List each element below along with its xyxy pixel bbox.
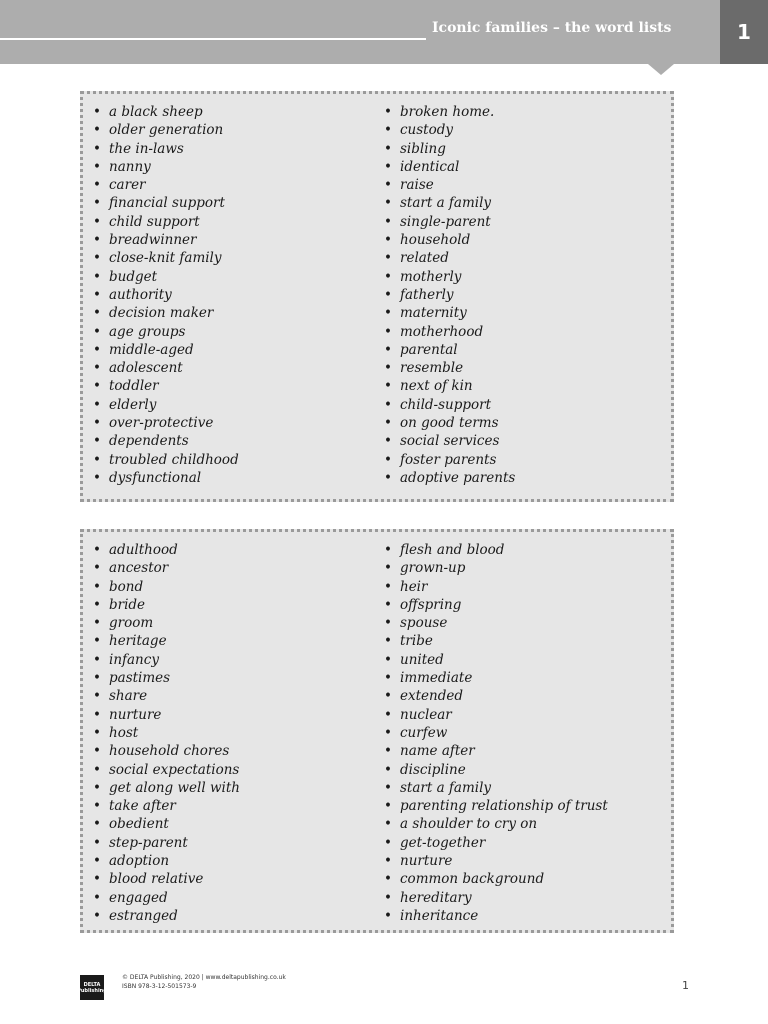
word-text: identical [400, 158, 460, 175]
word-text: resemble [400, 360, 464, 377]
logo-text-line2: Publishing [77, 987, 107, 994]
word-list-left-column [93, 103, 239, 487]
bullet-icon: • [93, 323, 101, 340]
word-list-item [93, 268, 239, 286]
word-list-item [93, 213, 239, 231]
word-text: adoption [109, 853, 170, 870]
word-list-item [93, 249, 239, 267]
word-list-item [384, 194, 515, 212]
bullet-icon: • [384, 542, 392, 558]
word-text: related [400, 250, 449, 267]
word-text: a shoulder to cry on [400, 816, 538, 833]
bullet-icon: • [384, 158, 392, 175]
footer-credits [122, 973, 286, 991]
bullet-icon: • [384, 195, 392, 212]
word-text: household [400, 232, 471, 249]
bullet-icon: • [93, 834, 101, 851]
word-list-item [384, 761, 608, 779]
word-list-item [384, 578, 608, 596]
word-list-item [93, 742, 240, 760]
header-rule [0, 38, 426, 40]
word-text: infancy [109, 651, 159, 668]
word-list-item [384, 304, 515, 322]
bullet-icon: • [93, 305, 101, 322]
word-text: heritage [109, 633, 167, 650]
word-list-item [93, 559, 240, 577]
bullet-icon: • [384, 688, 392, 705]
bullet-icon: • [384, 268, 392, 285]
word-list-item [384, 797, 608, 815]
bullet-icon: • [384, 140, 392, 157]
word-text: obedient [109, 816, 169, 833]
word-text: parental [400, 341, 458, 358]
word-text: inheritance [400, 907, 479, 924]
word-text: immediate [400, 670, 473, 687]
word-list-item [384, 724, 608, 742]
bullet-icon: • [384, 779, 392, 796]
bullet-icon: • [384, 724, 392, 741]
word-text: financial support [109, 195, 225, 212]
word-text: take after [109, 798, 176, 815]
word-list-right-column [384, 541, 608, 925]
word-text: older generation [109, 122, 224, 139]
word-list-item [93, 706, 240, 724]
page-number: 1 [682, 979, 689, 992]
bullet-icon: • [384, 250, 392, 267]
bullet-icon: • [93, 651, 101, 668]
bullet-icon: • [93, 889, 101, 906]
word-list-item [93, 651, 240, 669]
word-list-item [93, 304, 239, 322]
word-list-item [93, 578, 240, 596]
word-text: hereditary [400, 889, 472, 906]
bullet-icon: • [93, 158, 101, 175]
word-text: curfew [400, 724, 448, 741]
bullet-icon: • [93, 360, 101, 377]
word-text: fatherly [400, 286, 454, 303]
word-text: maternity [400, 305, 467, 322]
bullet-icon: • [93, 871, 101, 888]
word-text: ancestor [109, 560, 169, 577]
bullet-icon: • [384, 889, 392, 906]
bullet-icon: • [93, 596, 101, 613]
bullet-icon: • [93, 798, 101, 815]
word-list-item [384, 852, 608, 870]
word-list-item [93, 761, 240, 779]
bullet-icon: • [384, 323, 392, 340]
word-text: sibling [400, 140, 446, 157]
bullet-icon: • [93, 670, 101, 687]
word-text: start a family [400, 195, 492, 212]
bullet-icon: • [384, 177, 392, 194]
bullet-icon: • [384, 451, 392, 468]
word-text: authority [109, 286, 172, 303]
word-list-item [93, 194, 239, 212]
word-list-item [384, 323, 515, 341]
word-text: child support [109, 213, 200, 230]
word-text: nurture [109, 706, 162, 723]
bullet-icon: • [384, 232, 392, 249]
word-list-item [384, 341, 515, 359]
word-list-item [93, 870, 240, 888]
bullet-icon: • [384, 670, 392, 687]
word-list-item [93, 158, 239, 176]
word-text: toddler [109, 378, 159, 395]
word-list-panel-1 [80, 91, 674, 502]
word-list-item [93, 815, 240, 833]
bullet-icon: • [384, 633, 392, 650]
bullet-icon: • [384, 651, 392, 668]
word-list-item [93, 176, 239, 194]
word-list-item [384, 614, 608, 632]
word-text: broken home. [400, 104, 495, 120]
bullet-icon: • [384, 596, 392, 613]
word-text: foster parents [400, 451, 497, 468]
bullet-icon: • [93, 104, 101, 120]
word-list-item [384, 377, 515, 395]
word-list-item [384, 249, 515, 267]
word-list-item [384, 669, 608, 687]
word-text: motherhood [400, 323, 484, 340]
bullet-icon: • [384, 305, 392, 322]
bullet-icon: • [384, 560, 392, 577]
bullet-icon: • [93, 907, 101, 924]
bullet-icon: • [93, 816, 101, 833]
word-text: bride [109, 596, 146, 613]
bullet-icon: • [384, 816, 392, 833]
word-list-item [93, 797, 240, 815]
bullet-icon: • [93, 542, 101, 558]
word-list-item [384, 779, 608, 797]
word-list-item [93, 103, 239, 121]
bullet-icon: • [93, 633, 101, 650]
isbn-text: ISBN 978-3-12-501573-9 [122, 983, 197, 990]
word-text: united [400, 651, 444, 668]
word-list-item [93, 541, 240, 559]
word-list-item [384, 469, 515, 487]
bullet-icon: • [384, 761, 392, 778]
bullet-icon: • [384, 615, 392, 632]
word-list-item [93, 323, 239, 341]
bullet-icon: • [93, 469, 101, 486]
word-text: grown-up [400, 560, 466, 577]
word-list-item [384, 834, 608, 852]
word-list-panel-2 [80, 529, 674, 933]
word-text: common background [400, 871, 545, 888]
bullet-icon: • [384, 104, 392, 120]
word-text: social services [400, 433, 500, 450]
word-list-item [93, 889, 240, 907]
word-text: heir [400, 578, 428, 595]
word-list-item [93, 614, 240, 632]
word-text: decision maker [109, 305, 214, 322]
bullet-icon: • [384, 871, 392, 888]
word-list-item [384, 396, 515, 414]
delta-publishing-logo [77, 975, 107, 1000]
word-list-item [93, 414, 239, 432]
word-list-item [93, 907, 240, 925]
bullet-icon: • [384, 706, 392, 723]
bullet-icon: • [384, 853, 392, 870]
bullet-icon: • [93, 232, 101, 249]
word-text: parenting relationship of trust [400, 798, 608, 815]
word-text: raise [400, 177, 434, 194]
word-list-item [93, 852, 240, 870]
word-text: offspring [400, 596, 462, 613]
word-text: budget [109, 268, 158, 285]
word-text: single-parent [400, 213, 491, 230]
word-list-item [384, 103, 515, 121]
bullet-icon: • [384, 743, 392, 760]
word-text: adoptive parents [400, 469, 516, 486]
word-text: host [109, 724, 139, 741]
word-text: share [109, 688, 148, 705]
logo-text-line1: DELTA [83, 981, 101, 988]
word-text: custody [400, 122, 454, 139]
word-list-left-column [93, 541, 240, 925]
bullet-icon: • [93, 743, 101, 760]
word-list-item [93, 140, 239, 158]
word-text: nurture [400, 853, 453, 870]
word-text: next of kin [400, 378, 473, 395]
word-text: dysfunctional [109, 469, 202, 486]
word-text: age groups [109, 323, 186, 340]
bullet-icon: • [384, 360, 392, 377]
word-list-item [384, 231, 515, 249]
word-text: household chores [109, 743, 230, 760]
bullet-icon: • [384, 122, 392, 139]
bullet-icon: • [93, 415, 101, 432]
word-list-item [93, 286, 239, 304]
word-list-item [384, 213, 515, 231]
word-text: close-knit family [109, 250, 222, 267]
word-list-item [93, 432, 239, 450]
bullet-icon: • [93, 396, 101, 413]
bullet-icon: • [93, 853, 101, 870]
word-text: motherly [400, 268, 462, 285]
word-text: a black sheep [109, 104, 203, 120]
word-list-item [384, 706, 608, 724]
header-notch [648, 64, 674, 75]
word-list-item [93, 834, 240, 852]
bullet-icon: • [93, 779, 101, 796]
word-list-item [384, 451, 515, 469]
word-list-item [93, 779, 240, 797]
word-text: discipline [400, 761, 466, 778]
bullet-icon: • [93, 250, 101, 267]
word-text: social expectations [109, 761, 240, 778]
word-text: elderly [109, 396, 157, 413]
word-list-item [384, 268, 515, 286]
unit-number-badge: 1 [720, 0, 768, 64]
bullet-icon: • [93, 724, 101, 741]
bullet-icon: • [93, 578, 101, 595]
word-list-item [384, 889, 608, 907]
word-text: spouse [400, 615, 448, 632]
word-text: bond [109, 578, 144, 595]
word-list-item [93, 469, 239, 487]
word-text: flesh and blood [400, 542, 505, 558]
word-list-item [93, 687, 240, 705]
bullet-icon: • [384, 907, 392, 924]
bullet-icon: • [93, 688, 101, 705]
word-list-item [93, 451, 239, 469]
bullet-icon: • [384, 834, 392, 851]
bullet-icon: • [384, 433, 392, 450]
bullet-icon: • [93, 177, 101, 194]
word-list-item [384, 414, 515, 432]
word-text: engaged [109, 889, 168, 906]
word-list-item [93, 396, 239, 414]
word-list-item [384, 559, 608, 577]
word-list-item [384, 651, 608, 669]
word-list-item [384, 632, 608, 650]
word-list-item [384, 121, 515, 139]
word-list-item [384, 815, 608, 833]
bullet-icon: • [93, 451, 101, 468]
copyright-text: © DELTA Publishing, 2020 | www.deltapublishing.co.uk [122, 974, 286, 981]
word-list-item [384, 286, 515, 304]
word-list-item [384, 541, 608, 559]
bullet-icon: • [384, 469, 392, 486]
bullet-icon: • [384, 213, 392, 230]
word-list-item [93, 632, 240, 650]
word-text: extended [400, 688, 463, 705]
word-list-item [384, 687, 608, 705]
word-list-item [384, 432, 515, 450]
bullet-icon: • [93, 122, 101, 139]
word-text: tribe [400, 633, 433, 650]
page-title: Iconic families – the word lists [432, 20, 672, 36]
word-text: over-protective [109, 415, 214, 432]
word-text: carer [109, 177, 146, 194]
word-list-item [93, 377, 239, 395]
word-text: dependents [109, 433, 189, 450]
word-text: groom [109, 615, 154, 632]
word-text: get along well with [109, 779, 240, 796]
word-text: step-parent [109, 834, 188, 851]
word-text: troubled childhood [109, 451, 239, 468]
bullet-icon: • [93, 761, 101, 778]
bullet-icon: • [384, 341, 392, 358]
word-text: child-support [400, 396, 492, 413]
word-list-item [93, 231, 239, 249]
word-list-item [384, 140, 515, 158]
word-list-item [93, 359, 239, 377]
bullet-icon: • [93, 615, 101, 632]
word-text: start a family [400, 779, 492, 796]
bullet-icon: • [93, 213, 101, 230]
word-text: nuclear [400, 706, 452, 723]
word-text: get-together [400, 834, 486, 851]
word-list-item [384, 907, 608, 925]
word-list-item [384, 742, 608, 760]
word-text: estranged [109, 907, 178, 924]
bullet-icon: • [93, 341, 101, 358]
word-text: the in-laws [109, 140, 184, 157]
bullet-icon: • [93, 433, 101, 450]
bullet-icon: • [384, 578, 392, 595]
bullet-icon: • [93, 140, 101, 157]
word-list-item [93, 596, 240, 614]
bullet-icon: • [93, 195, 101, 212]
word-list-right-column [384, 103, 515, 487]
word-text: nanny [109, 158, 151, 175]
word-text: name after [400, 743, 475, 760]
word-text: on good terms [400, 415, 499, 432]
bullet-icon: • [384, 378, 392, 395]
word-list-item [384, 158, 515, 176]
word-text: blood relative [109, 871, 204, 888]
bullet-icon: • [93, 286, 101, 303]
word-list-item [93, 669, 240, 687]
bullet-icon: • [384, 798, 392, 815]
word-list-item [384, 359, 515, 377]
word-text: breadwinner [109, 232, 197, 249]
bullet-icon: • [384, 396, 392, 413]
bullet-icon: • [93, 560, 101, 577]
word-list-item [93, 341, 239, 359]
word-list-item [384, 176, 515, 194]
word-list-item [93, 121, 239, 139]
word-text: pastimes [109, 670, 171, 687]
word-text: adulthood [109, 542, 178, 558]
word-text: middle-aged [109, 341, 194, 358]
word-list-item [384, 596, 608, 614]
bullet-icon: • [93, 268, 101, 285]
bullet-icon: • [93, 706, 101, 723]
word-list-item [93, 724, 240, 742]
bullet-icon: • [384, 286, 392, 303]
word-list-item [384, 870, 608, 888]
word-text: adolescent [109, 360, 183, 377]
bullet-icon: • [384, 415, 392, 432]
bullet-icon: • [93, 378, 101, 395]
